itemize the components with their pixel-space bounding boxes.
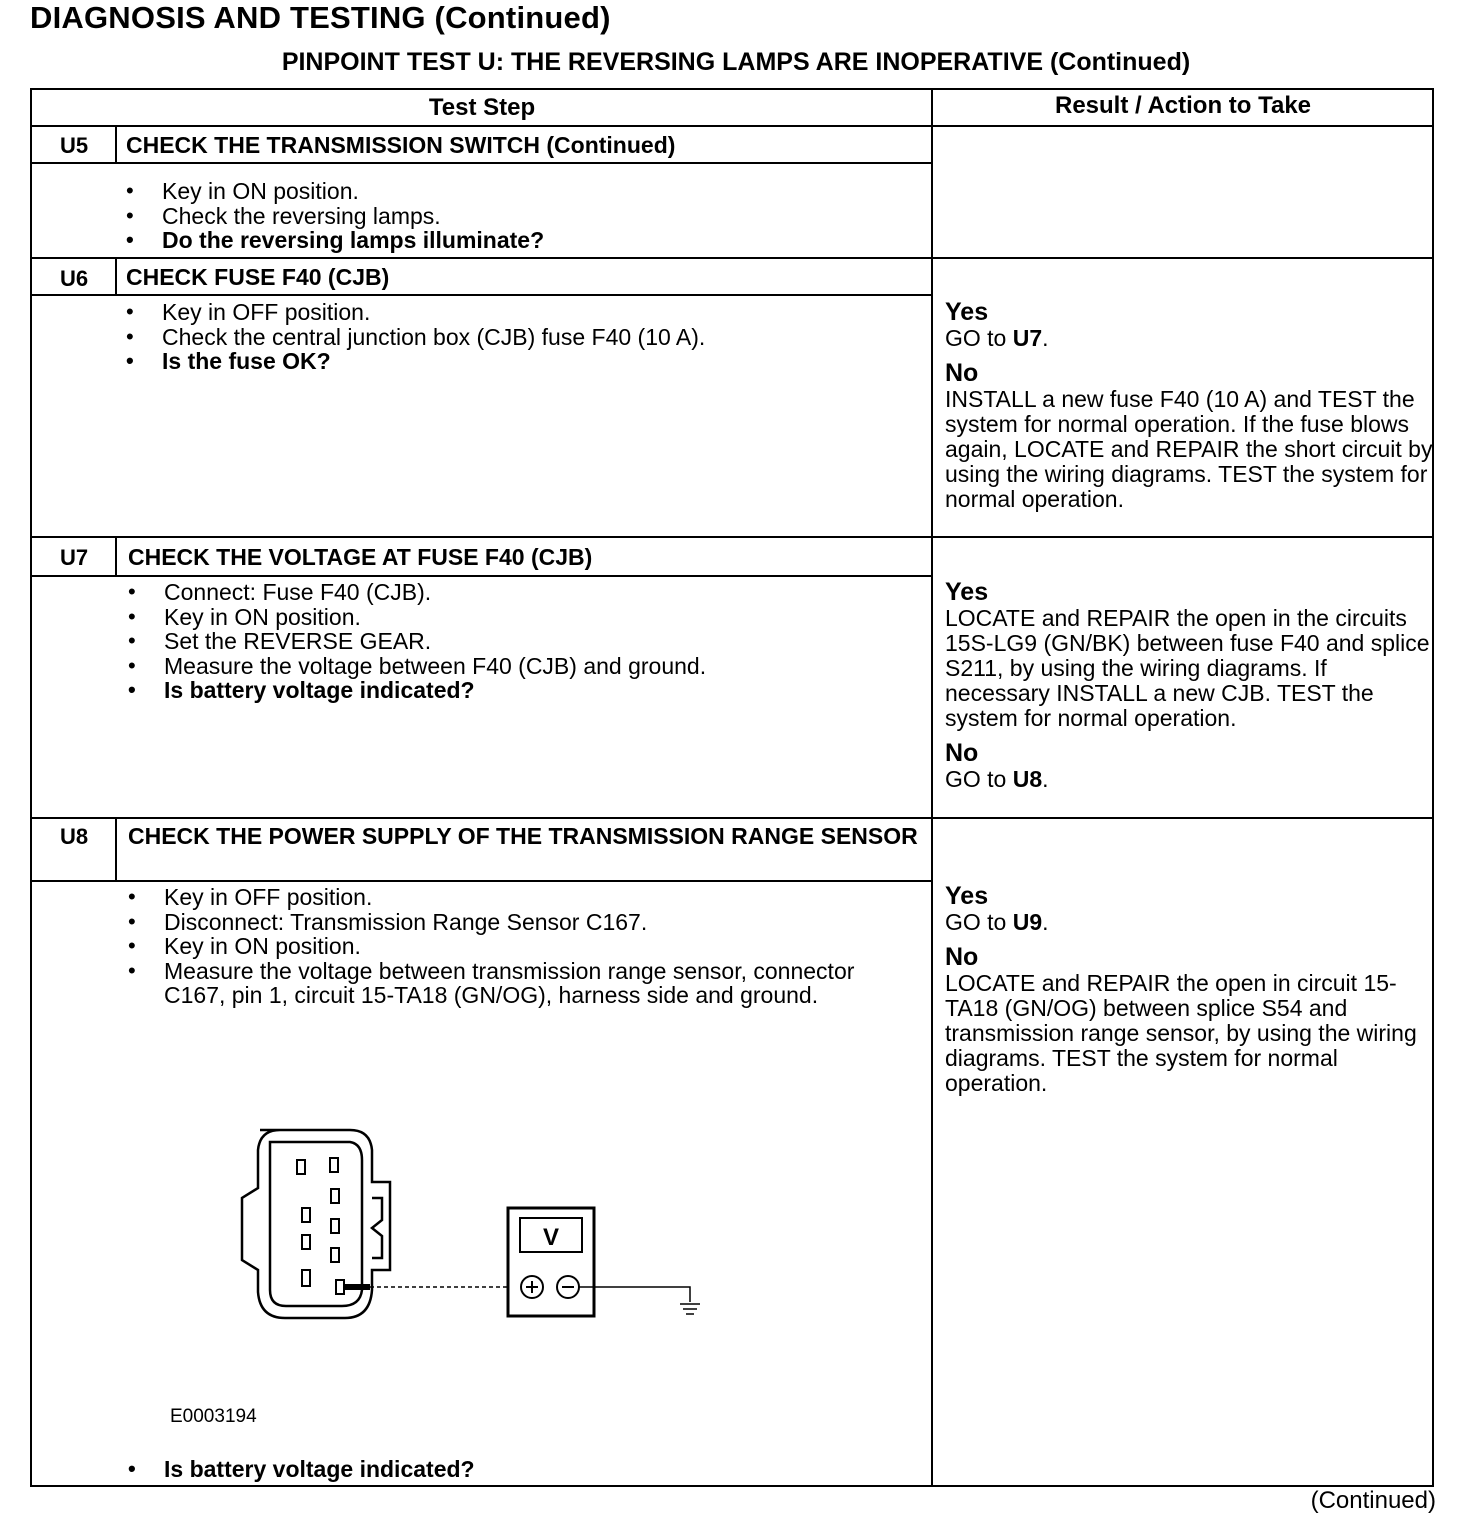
step-action: • Check the reversing lamps. xyxy=(126,204,906,229)
result-u6 xyxy=(945,298,1433,512)
step-action: • Key in ON position. xyxy=(128,934,898,959)
connector-voltmeter-diagram xyxy=(230,1120,730,1360)
terminal-cavity xyxy=(331,1189,339,1203)
step-question: • Is battery voltage indicated? xyxy=(128,678,908,703)
step-action: • Measure the voltage between F40 (CJB) and ground. xyxy=(128,654,908,679)
continued-footer: (Continued) xyxy=(1310,1487,1436,1514)
step-id-divider xyxy=(115,538,117,575)
result-yes-label: Yes xyxy=(945,882,989,910)
column-header-result: Result / Action to Take xyxy=(1054,92,1312,119)
step-action: • Key in OFF position. xyxy=(128,885,898,910)
voltmeter-label: V xyxy=(542,1224,560,1251)
terminal-cavity xyxy=(331,1248,339,1262)
step-id-divider xyxy=(115,127,117,162)
step-reference: U8 xyxy=(1012,766,1043,792)
result-yes-text: LOCATE and REPAIR the open in the circuits 15S-LG9 (GN/BK) between fuse F40 and splice S211, by using the wiring diagrams. If necessary INSTALL a new CJB. TEST the system for normal operation. xyxy=(945,605,1430,731)
page-title: DIAGNOSIS AND TESTING (Continued) xyxy=(30,0,611,35)
ground-icon xyxy=(680,1304,700,1314)
step-id-u8: U8 xyxy=(59,824,89,849)
column-header-test-step: Test Step xyxy=(428,94,536,121)
step-action: • Check the central junction box (CJB) fuse F40 (10 A). xyxy=(126,325,906,350)
step-title-u6: CHECK FUSE F40 (CJB) xyxy=(126,264,390,290)
result-no-text: INSTALL a new fuse F40 (10 A) and TEST the system for normal operation. If the fuse blows again, LOCATE and REPAIR the short circuit by using the wiring diagrams. TEST the system for normal operation. xyxy=(945,386,1433,512)
step-id-u5: U5 xyxy=(59,133,89,158)
step-actions-u6 xyxy=(126,300,906,374)
step-question: • Is battery voltage indicated? xyxy=(128,1457,475,1482)
connector-latch xyxy=(372,1198,382,1258)
step-divider xyxy=(32,817,1434,819)
header-divider xyxy=(32,125,1434,127)
figure-code: E0003194 xyxy=(170,1406,257,1427)
step-title-u5: CHECK THE TRANSMISSION SWITCH (Continued) xyxy=(126,132,676,158)
step-title-divider xyxy=(32,162,931,164)
step-actions-u5 xyxy=(126,179,906,253)
terminal-cavity xyxy=(302,1235,310,1249)
step-title-divider xyxy=(32,880,931,882)
step-reference: U9 xyxy=(1012,909,1043,935)
result-u7 xyxy=(945,578,1433,792)
terminal-cavity xyxy=(331,1219,339,1233)
connector-inner xyxy=(270,1142,362,1306)
result-yes-label: Yes xyxy=(945,578,989,606)
step-id-divider xyxy=(115,819,117,880)
step-action: • Key in ON position. xyxy=(128,605,908,630)
terminal-pin-1 xyxy=(336,1280,344,1294)
column-divider xyxy=(931,90,933,1487)
step-id-u7: U7 xyxy=(59,545,89,570)
step-title-divider xyxy=(32,294,931,296)
step-divider xyxy=(32,536,1434,538)
step-action: • Disconnect: Transmission Range Sensor C167. xyxy=(128,910,898,935)
step-title-divider xyxy=(32,575,931,577)
step-action: • Key in ON position. xyxy=(126,179,906,204)
result-no-text: LOCATE and REPAIR the open in circuit 15-TA18 (GN/OG) between splice S54 and transmission range sensor, by using the wiring diagrams. TEST the system for normal operation. xyxy=(945,970,1417,1096)
step-question-u8 xyxy=(128,1457,475,1482)
step-question: • Do the reversing lamps illuminate? xyxy=(126,228,906,253)
terminal-cavity xyxy=(302,1208,310,1222)
result-no-text: GO to U8. xyxy=(945,766,1049,792)
result-yes-text: GO to U9. xyxy=(945,909,1049,935)
step-action: • Key in OFF position. xyxy=(126,300,906,325)
terminal-cavity xyxy=(330,1158,338,1172)
result-yes-text: GO to U7. xyxy=(945,325,1049,351)
step-action: • Connect: Fuse F40 (CJB). xyxy=(128,580,908,605)
ground-lead xyxy=(579,1287,690,1302)
pinpoint-test-title: PINPOINT TEST U: THE REVERSING LAMPS ARE INOPERATIVE (Continued) xyxy=(281,48,1191,76)
step-title-u7: CHECK THE VOLTAGE AT FUSE F40 (CJB) xyxy=(128,544,593,570)
step-action: • Set the REVERSE GEAR. xyxy=(128,629,908,654)
step-title-u8: CHECK THE POWER SUPPLY OF THE TRANSMISSION RANGE SENSOR xyxy=(128,823,918,849)
step-id-u6: U6 xyxy=(59,266,89,291)
result-yes-label: Yes xyxy=(945,298,989,326)
terminal-cavity xyxy=(302,1270,310,1286)
step-actions-u7 xyxy=(128,580,908,703)
step-question: • Is the fuse OK? xyxy=(126,349,906,374)
step-reference: U7 xyxy=(1012,325,1043,351)
result-no-label: No xyxy=(945,739,979,767)
terminal-cavity xyxy=(297,1160,305,1174)
step-divider xyxy=(32,257,1434,259)
step-id-divider xyxy=(115,259,117,294)
step-actions-u8 xyxy=(128,885,898,1008)
step-action: • Measure the voltage between transmission range sensor, connector C167, pin 1, circuit 15-TA18 (GN/OG), harness side and ground. xyxy=(128,959,898,1008)
test-probe xyxy=(344,1284,370,1290)
result-no-label: No xyxy=(945,359,979,387)
result-u8 xyxy=(945,882,1433,1096)
result-no-label: No xyxy=(945,943,979,971)
